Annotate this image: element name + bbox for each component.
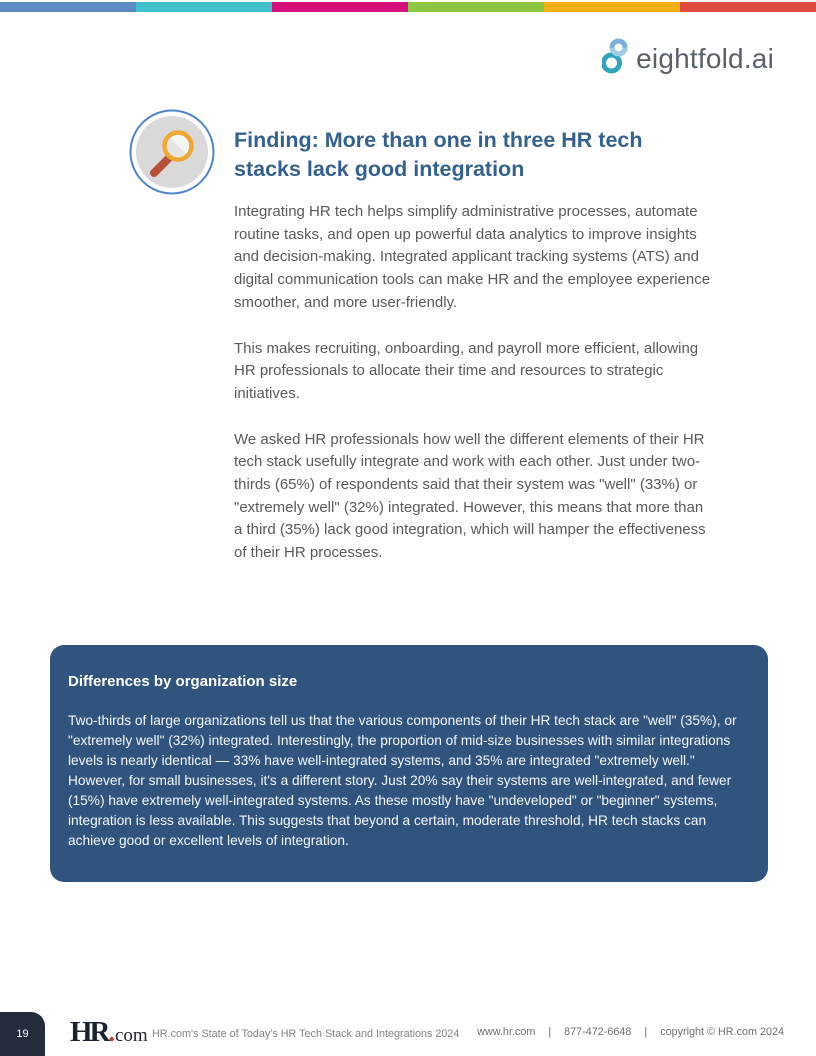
page-number: 19 (16, 1028, 29, 1040)
footer-website: www.hr.com (477, 1026, 536, 1038)
eightfold-mark-icon (602, 38, 628, 79)
hrcom-logo-dot: . (108, 1018, 115, 1047)
stripe-segment (0, 2, 136, 12)
stripe-segment (680, 2, 816, 12)
hrcom-logo-com: com (115, 1025, 148, 1046)
stripe-segment (408, 2, 544, 12)
top-stripe (0, 2, 816, 12)
hrcom-logo-hr: HR (70, 1016, 108, 1048)
stripe-segment (272, 2, 408, 12)
footer-copyright: copyright © HR.com 2024 (660, 1026, 784, 1038)
finding-paragraph-1: Integrating HR tech helps simplify administrative processes, automate routine tasks, and open up powerful data analytics to improve insights and decision-making. Integrated applicant tracking systems (ATS) and digital communication tools can make HR and the employee experience smoother, and more user-friendly. (234, 203, 711, 311)
stripe-segment (544, 2, 680, 12)
finding-heading: Finding: More than one in three HR tech stacks lack good integration (234, 128, 643, 182)
footer-separator: | (548, 1026, 552, 1038)
finding-body (234, 201, 712, 588)
eightfold-logo-text: eightfold.ai (636, 42, 774, 74)
finding-paragraph-2: This makes recruiting, onboarding, and payroll more efficient, allowing HR professionals to allocate their time and resources to strategic initiatives. (234, 339, 699, 402)
footer-contact-row (477, 1026, 784, 1038)
footer-separator: | (644, 1026, 648, 1038)
hrcom-logo (70, 1016, 148, 1049)
page-number-box (0, 1012, 45, 1056)
stripe-segment (136, 2, 272, 12)
finding-paragraph-3: We asked HR professionals how well the different elements of their HR tech stack usefully integrate and work with each other. Just under two-thirds (65%) of respondents said that their system was "well" (33%) or "extremely well" (32%) integrated. However, this means that more than a third (35%) lack good integration, which will hamper the effectiveness of their HR processes. (234, 430, 706, 562)
magnifier-finding-icon (129, 109, 215, 195)
footer-phone: 877-472-6648 (564, 1026, 632, 1038)
org-size-callout (50, 645, 768, 882)
callout-title: Differences by organization size (68, 673, 298, 690)
callout-body: Two-thirds of large organizations tell us that the various components of their HR tech stack are "well" (35%), or "extremely well" (32%) integrated. Interestingly, the proportion of mid-size businesses with similar integrations levels is nearly identical — 33% have well-integrated systems, and 35% are integrated "extremely well." However, for small businesses, it's a different story. Just 20% say their systems are well-integrated, and fewer (15%) have extremely well-integrated systems. As these mostly have "undeveloped" or "beginner" systems, integration is less available. This suggests that beyond a certain, moderate threshold, HR tech stacks can achieve good or excellent levels of integration. (68, 713, 737, 848)
footer-report-title: HR.com's State of Today's HR Tech Stack and Integrations 2024 (152, 1028, 460, 1040)
eightfold-logo (602, 38, 774, 79)
